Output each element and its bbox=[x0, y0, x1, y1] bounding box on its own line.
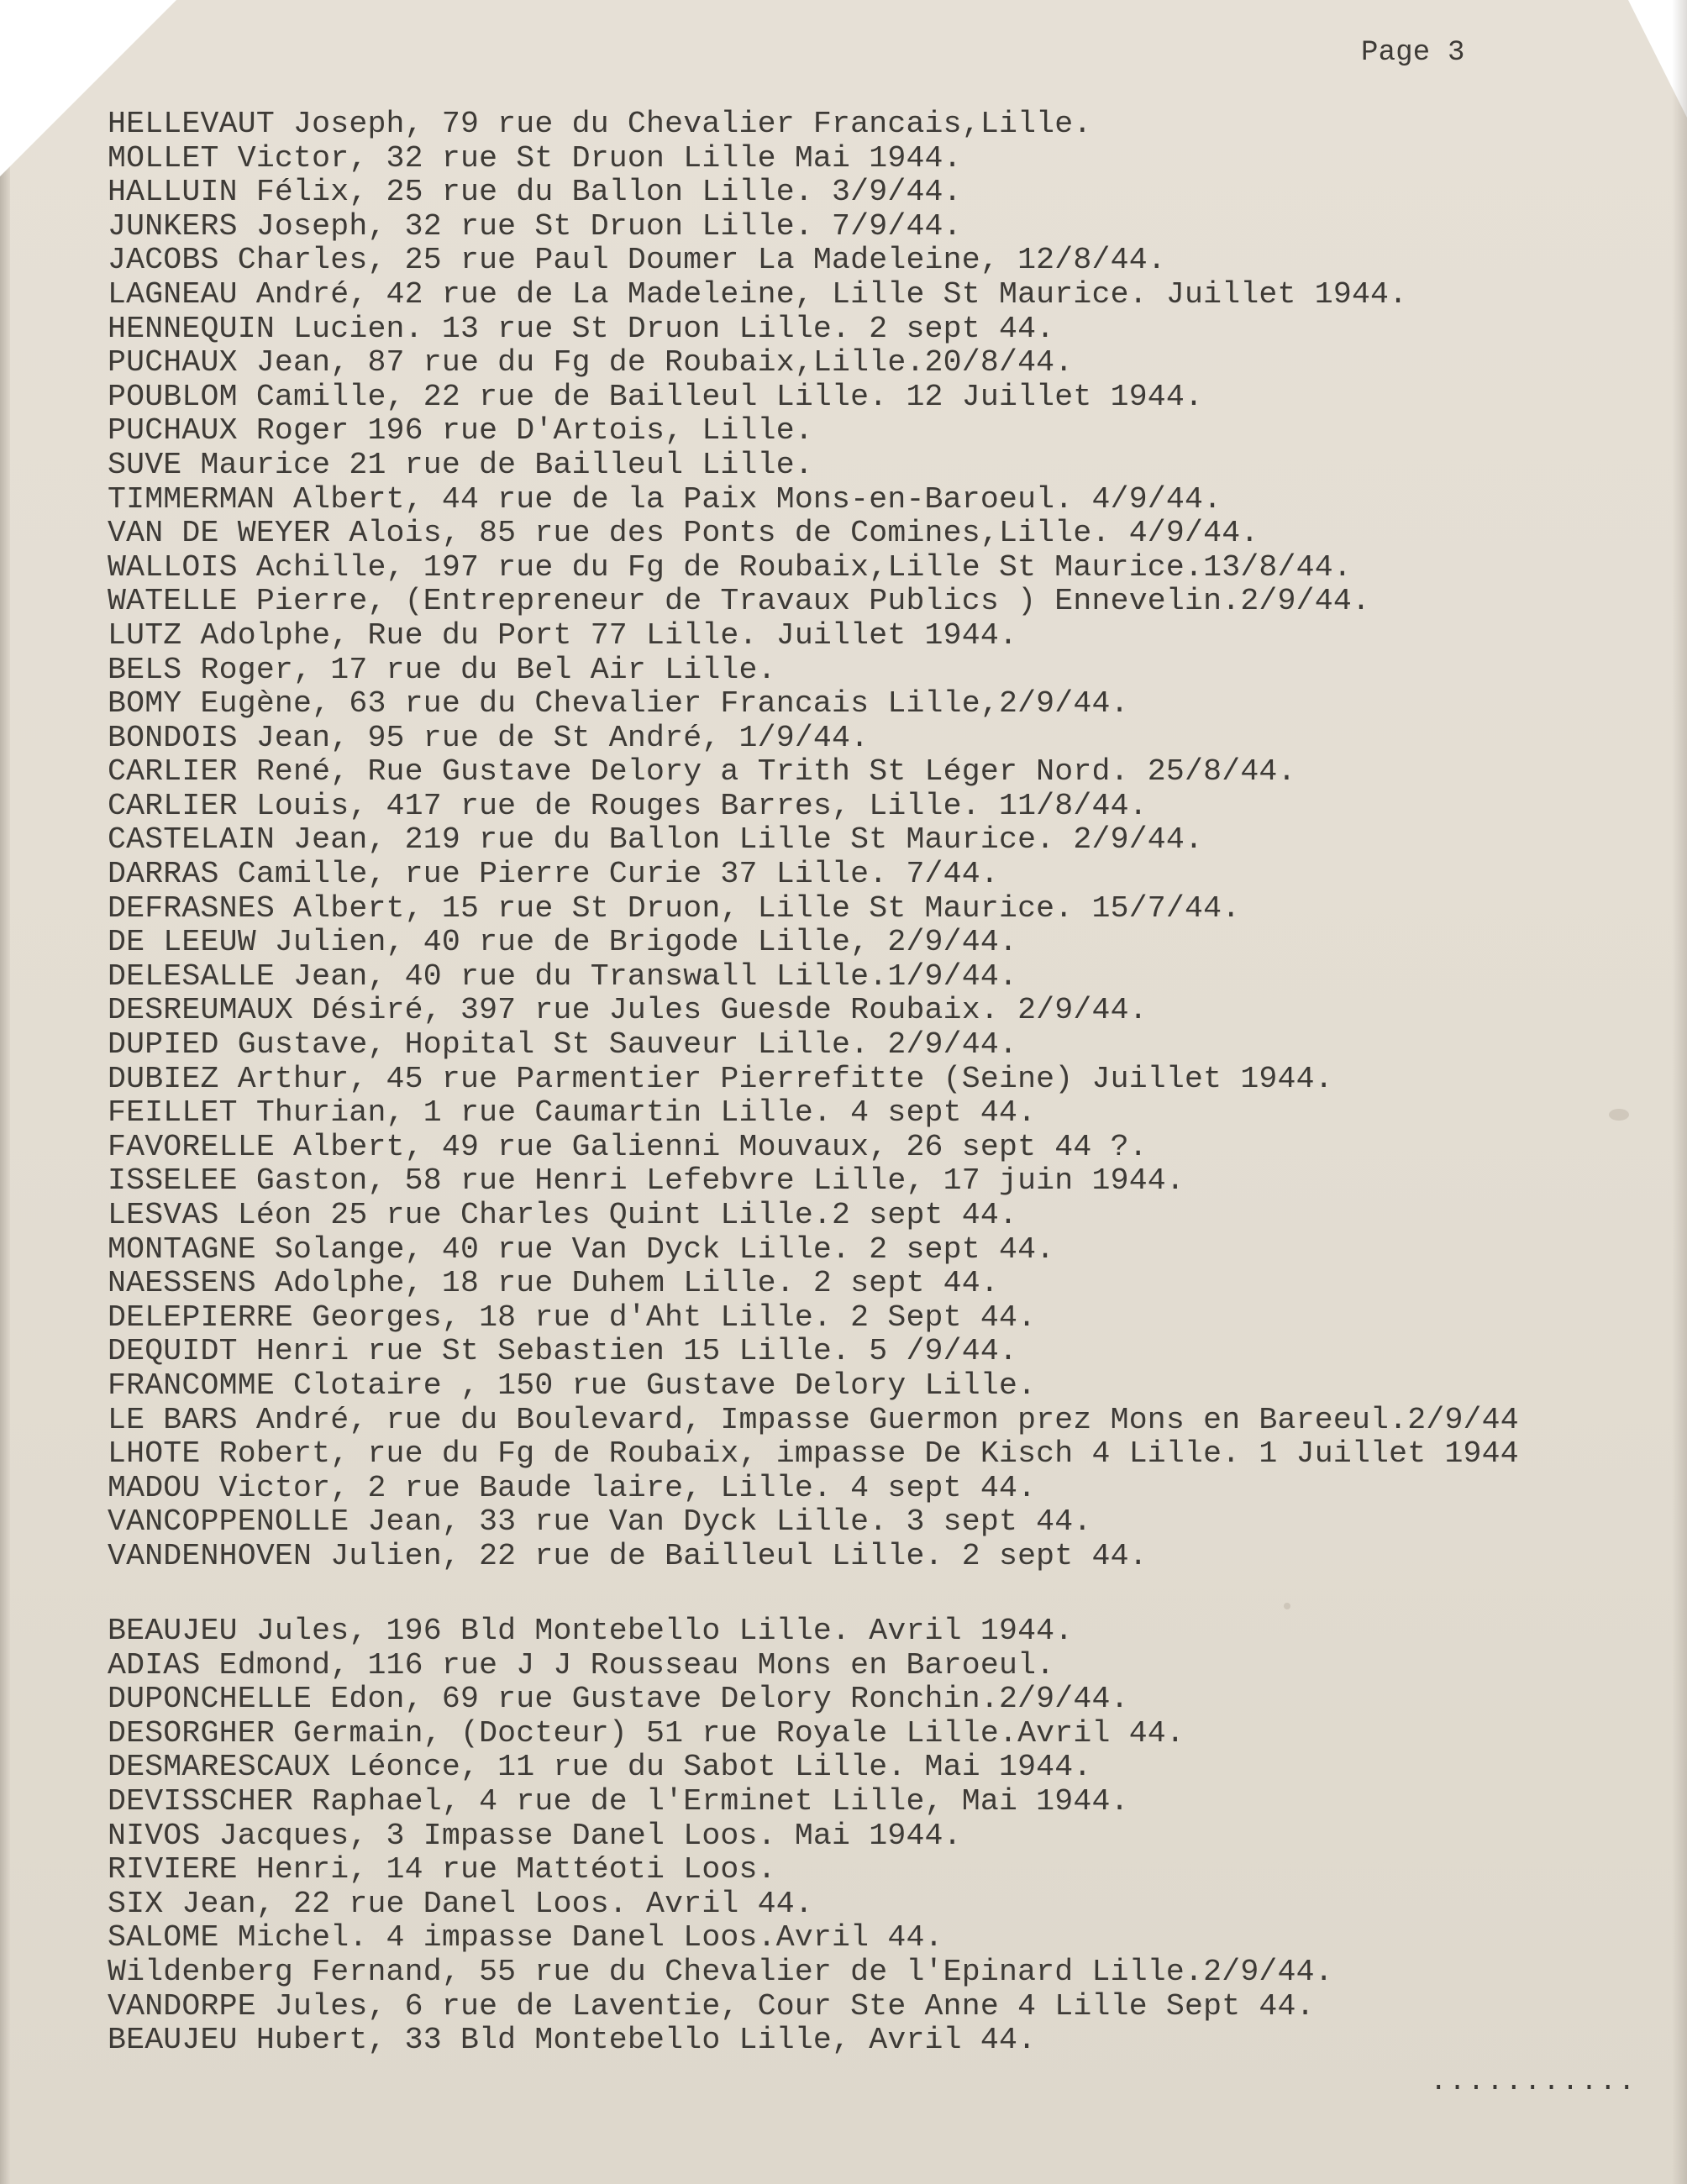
list-entry: CARLIER Louis, 417 rue de Rouges Barres, Lille. 11/8/44. bbox=[108, 788, 1148, 823]
continuation-dots: ........... bbox=[1430, 2066, 1637, 2098]
list-entry: JACOBS Charles, 25 rue Paul Doumer La Madeleine, 12/8/44. bbox=[108, 243, 1166, 278]
paper-stain bbox=[1609, 1109, 1629, 1121]
list-entry: MONTAGNE Solange, 40 rue Van Dyck Lille. 2 sept 44. bbox=[108, 1231, 1055, 1267]
list-entry: LE BARS André, rue du Boulevard, Impasse Guermon prez Mons en Bareeul.2/9/44 bbox=[108, 1402, 1519, 1437]
list-entry: NAESSENS Adolphe, 18 rue Duhem Lille. 2 sept 44. bbox=[108, 1266, 999, 1301]
list-entry: DESORGHER Germain, (Docteur) 51 rue Royale Lille.Avril 44. bbox=[108, 1715, 1185, 1751]
list-entry: VAN DE WEYER Alois, 85 rue des Ponts de Comines,Lille. 4/9/44. bbox=[108, 516, 1259, 551]
list-entry: BOMY Eugène, 63 rue du Chevalier Francais Lille,2/9/44. bbox=[108, 686, 1129, 722]
address-list-part-one bbox=[108, 108, 1519, 1574]
list-entry: TIMMERMAN Albert, 44 rue de la Paix Mons-en-Baroeul. 4/9/44. bbox=[108, 481, 1222, 517]
list-entry: MOLLET Victor, 32 rue St Druon Lille Mai 1944. bbox=[108, 140, 962, 176]
list-entry: BELS Roger, 17 rue du Bel Air Lille. bbox=[108, 652, 776, 687]
paper-stain bbox=[1284, 1603, 1290, 1609]
list-entry: PUCHAUX Jean, 87 rue du Fg de Roubaix,Lille.20/8/44. bbox=[108, 345, 1074, 381]
list-entry: DESMARESCAUX Léonce, 11 rue du Sabot Lille. Mai 1944. bbox=[108, 1750, 1092, 1785]
list-entry: WATELLE Pierre, (Entrepreneur de Travaux Publics ) Ennevelin.2/9/44. bbox=[108, 584, 1371, 619]
list-entry: LAGNEAU André, 42 rue de La Madeleine, Lille St Maurice. Juillet 1944. bbox=[108, 276, 1408, 312]
list-entry: DARRAS Camille, rue Pierre Curie 37 Lille. 7/44. bbox=[108, 857, 999, 892]
paper-left-edge bbox=[0, 0, 10, 2184]
list-entry: SIX Jean, 22 rue Danel Loos. Avril 44. bbox=[108, 1886, 813, 1921]
list-entry: VANDENHOVEN Julien, 22 rue de Bailleul Lille. 2 sept 44. bbox=[108, 1538, 1148, 1573]
list-entry: MADOU Victor, 2 rue Baude laire, Lille. 4 sept 44. bbox=[108, 1470, 1037, 1505]
paper-right-edge bbox=[1672, 0, 1687, 2184]
list-entry: WALLOIS Achille, 197 rue du Fg de Roubaix,Lille St Maurice.13/8/44. bbox=[108, 549, 1352, 585]
list-entry: LESVAS Léon 25 rue Charles Quint Lille.2 sept 44. bbox=[108, 1198, 1018, 1232]
list-entry: NIVOS Jacques, 3 Impasse Danel Loos. Mai 1944. bbox=[108, 1818, 962, 1853]
list-entry: CARLIER René, Rue Gustave Delory a Trith St Léger Nord. 25/8/44. bbox=[108, 754, 1296, 790]
address-list-part-two bbox=[108, 1614, 1333, 2058]
list-entry: ADIAS Edmond, 116 rue J J Rousseau Mons en Baroeul. bbox=[108, 1647, 1055, 1683]
list-entry: BONDOIS Jean, 95 rue de St André, 1/9/44. bbox=[108, 720, 870, 755]
list-entry: HALLUIN Félix, 25 rue du Ballon Lille. 3/9/44. bbox=[108, 175, 962, 210]
list-entry: DE LEEUW Julien, 40 rue de Brigode Lille, 2/9/44. bbox=[108, 925, 1018, 960]
page-number: Page 3 bbox=[1361, 37, 1465, 69]
list-entry: PUCHAUX Roger 196 rue D'Artois, Lille. bbox=[108, 413, 813, 449]
list-entry: DESREUMAUX Désiré, 397 rue Jules Guesde Roubaix. 2/9/44. bbox=[108, 993, 1148, 1028]
list-entry: DELESALLE Jean, 40 rue du Transwall Lille.1/9/44. bbox=[108, 958, 1018, 994]
list-entry: BEAUJEU Jules, 196 Bld Montebello Lille. Avril 1944. bbox=[108, 1614, 1074, 1648]
list-entry: VANCOPPENOLLE Jean, 33 rue Van Dyck Lille. 3 sept 44. bbox=[108, 1504, 1092, 1540]
list-entry: DUPIED Gustave, Hopital St Sauveur Lille. 2/9/44. bbox=[108, 1027, 1018, 1063]
list-entry: DEFRASNES Albert, 15 rue St Druon, Lille St Maurice. 15/7/44. bbox=[108, 890, 1241, 926]
list-entry: LHOTE Robert, rue du Fg de Roubaix, impasse De Kisch 4 Lille. 1 Juillet 1944 bbox=[108, 1436, 1519, 1472]
list-entry: SUVE Maurice 21 rue de Bailleul Lille. bbox=[108, 447, 813, 482]
list-entry: FAVORELLE Albert, 49 rue Galienni Mouvaux, 26 sept 44 ?. bbox=[108, 1129, 1148, 1164]
list-entry: FRANCOMME Clotaire , 150 rue Gustave Delory Lille. bbox=[108, 1368, 1037, 1403]
list-entry: LUTZ Adolphe, Rue du Port 77 Lille. Juillet 1944. bbox=[108, 617, 1018, 653]
list-entry: DEVISSCHER Raphael, 4 rue de l'Erminet Lille, Mai 1944. bbox=[108, 1783, 1129, 1819]
list-entry: ISSELEE Gaston, 58 rue Henri Lefebvre Lille, 17 juin 1944. bbox=[108, 1163, 1185, 1199]
list-entry: FEILLET Thurian, 1 rue Caumartin Lille. 4 sept 44. bbox=[108, 1095, 1037, 1131]
list-entry: DUPONCHELLE Edon, 69 rue Gustave Delory Ronchin.2/9/44. bbox=[108, 1682, 1129, 1717]
list-entry: SALOME Michel. 4 impasse Danel Loos.Avril 44. bbox=[108, 1920, 943, 1956]
list-entry: HELLEVAUT Joseph, 79 rue du Chevalier Francais,Lille. bbox=[108, 107, 1092, 141]
list-entry: CASTELAIN Jean, 219 rue du Ballon Lille St Maurice. 2/9/44. bbox=[108, 822, 1204, 858]
list-entry: Wildenberg Fernand, 55 rue du Chevalier de l'Epinard Lille.2/9/44. bbox=[108, 1954, 1333, 1989]
list-entry: VANDORPE Jules, 6 rue de Laventie, Cour Ste Anne 4 Lille Sept 44. bbox=[108, 1988, 1315, 2024]
list-entry: DUBIEZ Arthur, 45 rue Parmentier Pierrefitte (Seine) Juillet 1944. bbox=[108, 1061, 1333, 1096]
list-entry: HENNEQUIN Lucien. 13 rue St Druon Lille. 2 sept 44. bbox=[108, 311, 1055, 346]
list-entry: RIVIERE Henri, 14 rue Mattéoti Loos. bbox=[108, 1852, 776, 1887]
list-entry: BEAUJEU Hubert, 33 Bld Montebello Lille, Avril 44. bbox=[108, 2023, 1037, 2058]
list-entry: JUNKERS Joseph, 32 rue St Druon Lille. 7/9/44. bbox=[108, 208, 962, 244]
list-entry: DEQUIDT Henri rue St Sebastien 15 Lille. 5 /9/44. bbox=[108, 1334, 1018, 1369]
list-entry: POUBLOM Camille, 22 rue de Bailleul Lille. 12 Juillet 1944. bbox=[108, 379, 1204, 414]
list-entry: DELEPIERRE Georges, 18 rue d'Aht Lille. 2 Sept 44. bbox=[108, 1299, 1037, 1335]
